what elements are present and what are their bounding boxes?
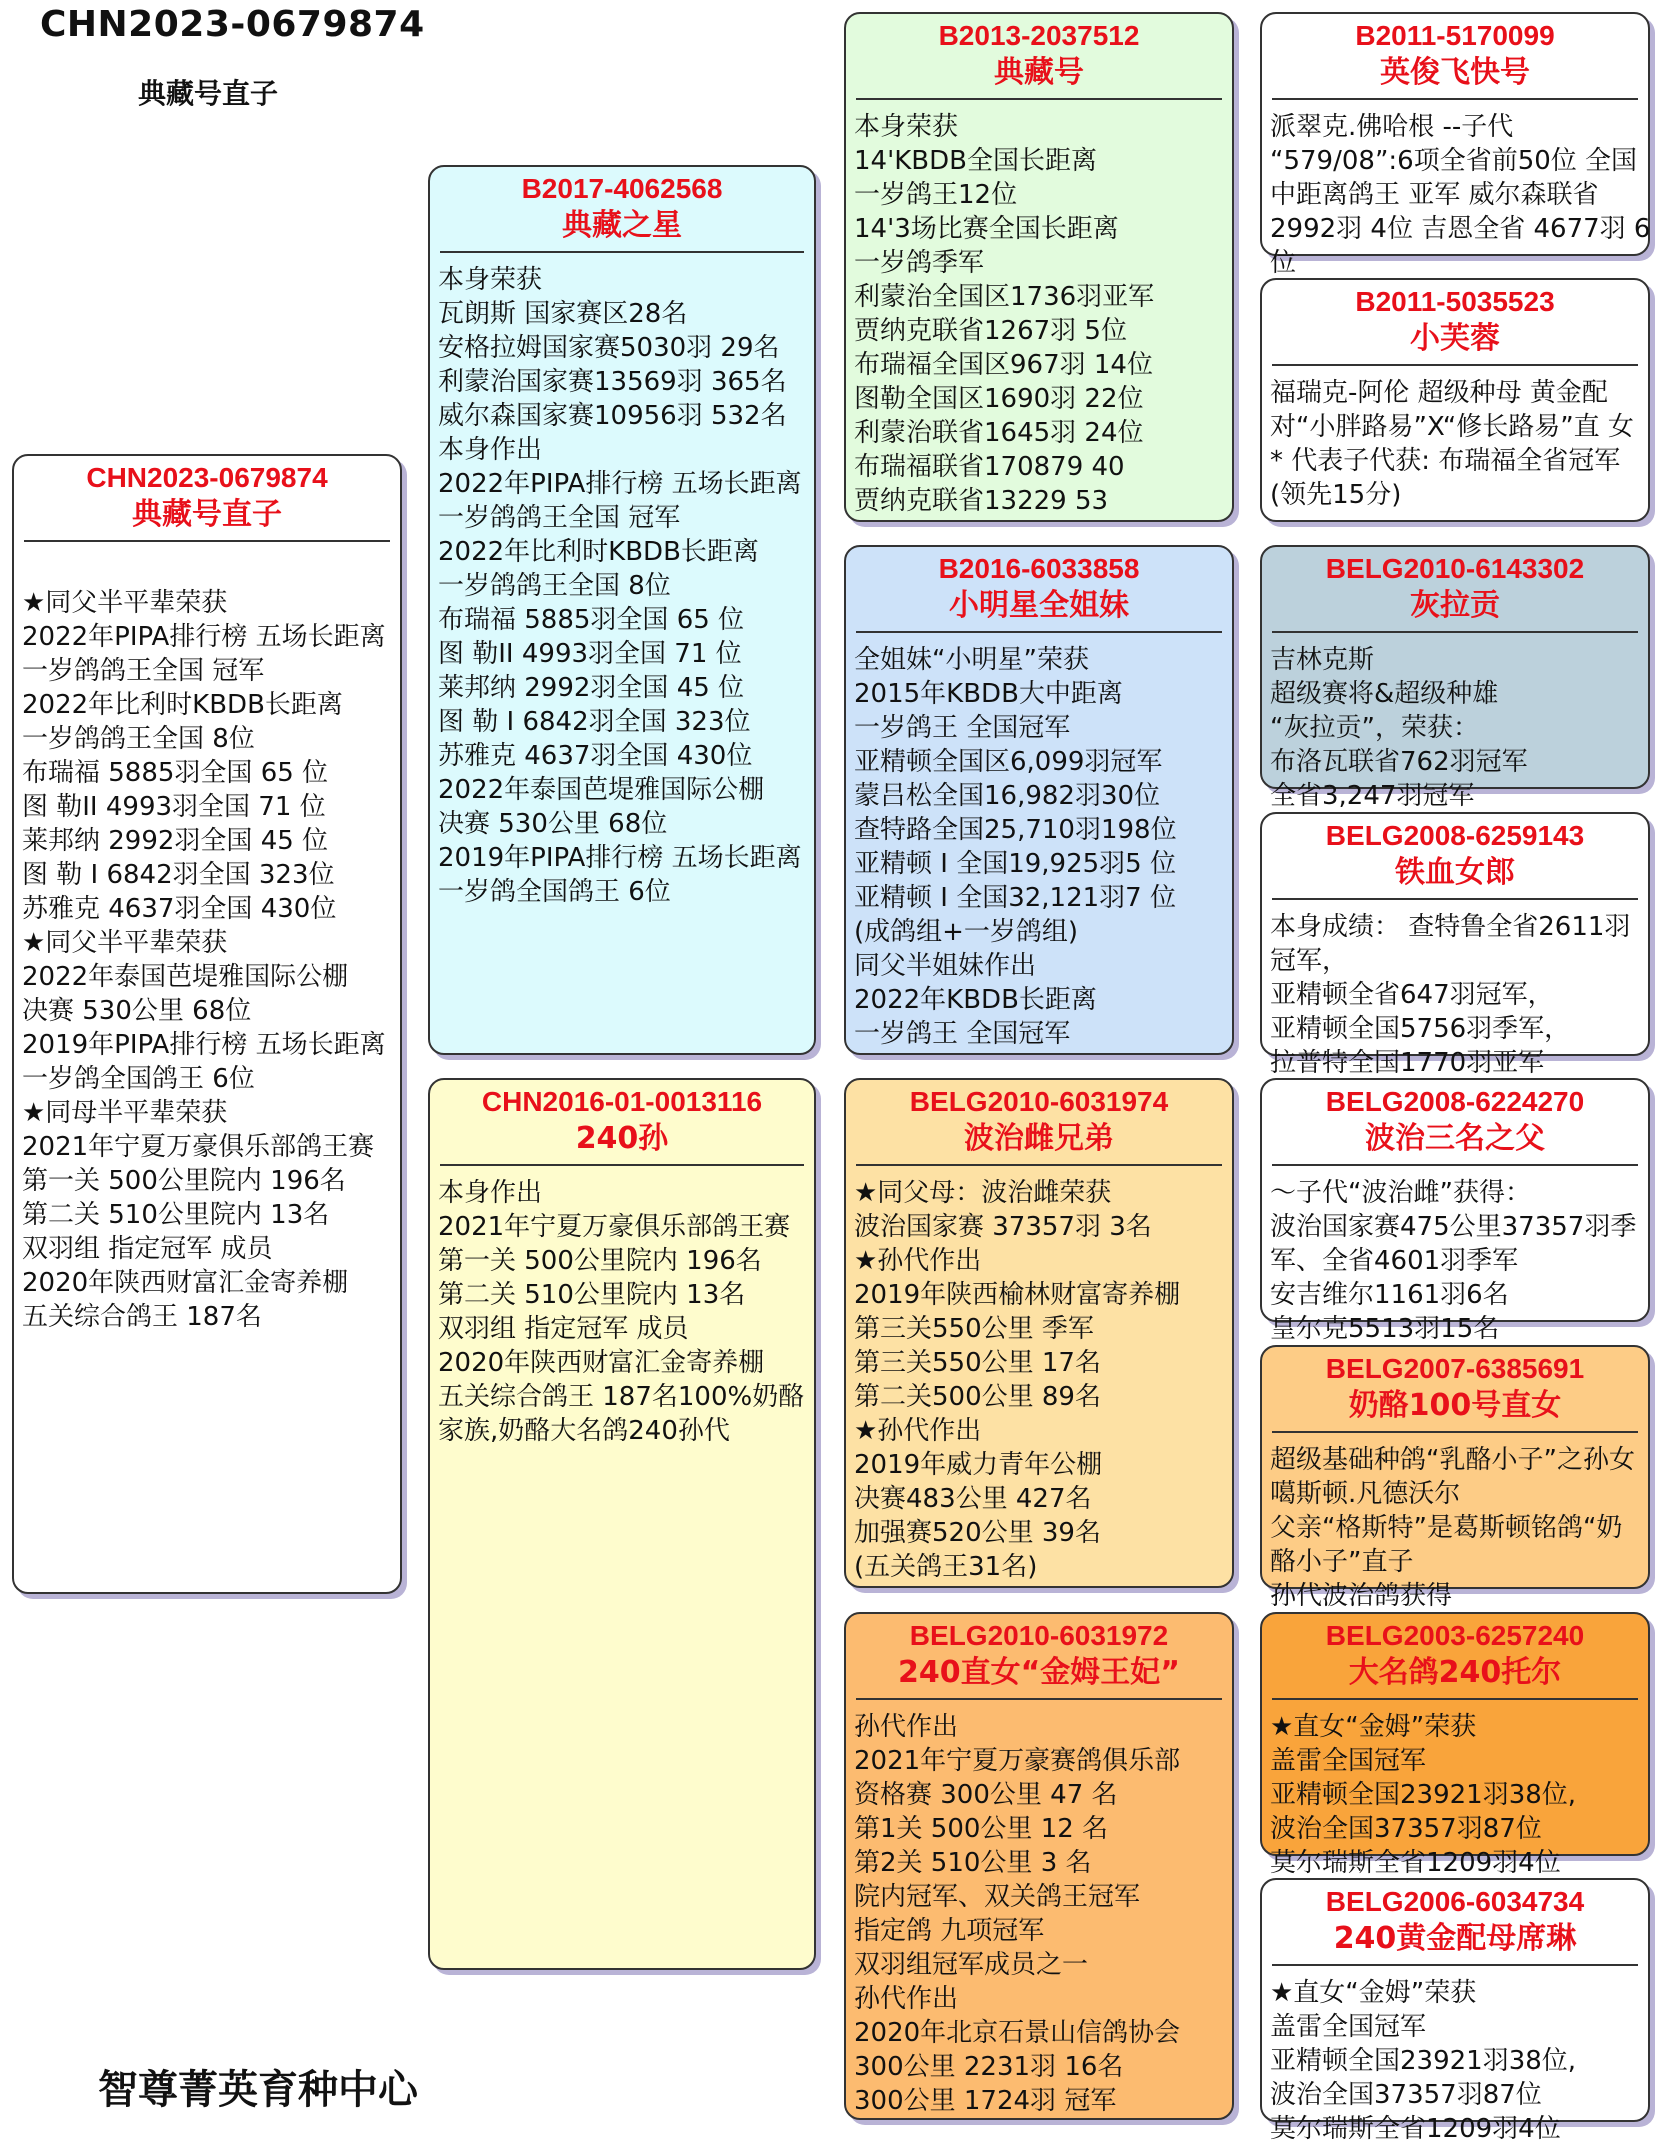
achievements-list: [430, 1176, 814, 1448]
achievement-line: 300公里 2231羽 16名: [854, 2052, 1124, 2082]
achievement-line: 亚精顿全省647羽冠军，: [1270, 980, 1554, 1010]
achievement-line: (成鸽组+一岁鸽组): [854, 917, 1079, 947]
pedigree-card-subject: [12, 454, 402, 1594]
achievement-line: 本身荣获: [438, 265, 543, 295]
card-header: [1262, 1347, 1648, 1425]
achievements-list: [846, 110, 1232, 518]
card-header: [846, 1080, 1232, 1158]
achievement-line: 亚精顿 I 全国32,121羽7 位: [854, 883, 1176, 913]
header-divider: [856, 98, 1222, 100]
achievement-line: 噶斯顿.凡德沃尔: [1270, 1479, 1461, 1509]
card-header: [430, 1080, 814, 1158]
achievement-line: 2019年PIPA排行榜 五场长距离: [438, 843, 802, 873]
achievement-line: 查特路全国25,710羽198位: [854, 815, 1177, 845]
card-header: [1262, 814, 1648, 892]
achievement-line: 2022年泰国芭堤雅国际公棚: [438, 775, 765, 805]
achievement-line: 本身成绩： 查特鲁全省2611羽: [1270, 912, 1631, 942]
achievement-line: 决赛 530公里 68位: [438, 809, 668, 839]
achievement-line: 父亲“格斯特”是葛斯顿铭鸽“奶: [1270, 1513, 1623, 1543]
achievement-line: 波治全国37357羽87位: [1270, 2080, 1542, 2110]
pedigree-card-ds-sire: [1260, 1078, 1650, 1344]
achievement-line: 加强赛520公里 39名: [854, 1518, 1101, 1548]
achievement-line: 莫尔瑞斯全省1209羽4位: [1270, 2114, 1561, 2144]
achievement-line: 2992羽 4位 吉恩全省 4677羽 6: [1270, 214, 1651, 244]
achievement-line: 利蒙治联省1645羽 24位: [854, 418, 1144, 448]
achievement-line: 本身作出: [438, 435, 543, 465]
header-divider: [24, 540, 390, 542]
card-header: [14, 456, 400, 534]
achievement-line: 拉普特全国1770羽亚军: [1270, 1048, 1545, 1078]
pedigree-card-dam-dam: [844, 1612, 1234, 2120]
achievement-line: 安吉维尔1161羽6名: [1270, 1280, 1509, 1310]
achievement-line: 莫尔瑞斯全省1209羽4位: [1270, 1848, 1561, 1878]
achievement-line: 军、全省4601羽季军: [1270, 1246, 1519, 1276]
achievement-line: ★同父半平辈荣获: [22, 588, 228, 618]
header-divider: [1272, 364, 1638, 366]
achievement-line: 苏雅克 4637羽全国 430位: [438, 741, 753, 771]
achievement-line: 波治全国37357羽87位: [1270, 1814, 1542, 1844]
achievements-list: [14, 552, 400, 1334]
ring-number: BELG2008-6224270: [1325, 1086, 1585, 1117]
pedigree-card-dam-sire: [844, 1078, 1234, 1588]
pedigree-card-sire-dam: [844, 545, 1234, 1055]
achievements-list: [1262, 376, 1648, 512]
achievement-line: 盖雷全国冠军: [1270, 1746, 1427, 1776]
card-header: [846, 547, 1232, 625]
achievement-line: 派翠克.佛哈根 --子代: [1270, 112, 1514, 142]
achievement-line: 一岁鸽鸽王全国 8位: [22, 724, 255, 754]
achievement-line: 布瑞福全国区967羽 14位: [854, 350, 1153, 380]
achievements-list: [430, 263, 814, 909]
achievement-line: 全省3,247羽冠军: [1270, 781, 1475, 811]
achievement-line: 位: [1270, 248, 1297, 278]
page-title: CHN2023-0679874: [40, 4, 425, 45]
achievements-list: [846, 1710, 1232, 2118]
achievements-list: [1262, 1976, 1648, 2146]
achievement-line: 莱邦纳 2992羽全国 45 位: [438, 673, 745, 703]
achievement-line: 本身作出: [438, 1178, 543, 1208]
achievement-line: 超级基础种鸽“乳酪小子”之孙女: [1270, 1445, 1635, 1475]
achievement-line: “灰拉贡”，荣获：: [1270, 713, 1479, 743]
achievement-line: 2020年北京石景山信鸽协会: [854, 2018, 1181, 2048]
ring-number: BELG2010-6031972: [909, 1620, 1169, 1651]
header-divider: [1272, 1698, 1638, 1700]
achievement-line: 波治国家赛475公里37357羽季: [1270, 1212, 1637, 1242]
achievement-line: 双羽组 指定冠军 成员: [22, 1234, 273, 1264]
achievement-line: 瓦朗斯 国家赛区28名: [438, 299, 688, 329]
pedigree-card-ds-dam: [1260, 1345, 1650, 1611]
achievement-line: 图勒全国区1690羽 22位: [854, 384, 1144, 414]
header-divider: [1272, 631, 1638, 633]
pigeon-name: 奶酪100号直女: [1348, 1388, 1562, 1423]
header-divider: [1272, 98, 1638, 100]
achievement-line: 一岁鸽王 全国冠军: [854, 713, 1071, 743]
achievement-line: 亚精顿全国5756羽季军，: [1270, 1014, 1571, 1044]
header-divider: [1272, 1164, 1638, 1166]
achievement-line: [22, 552, 394, 586]
achievement-line: 决赛483公里 427名: [854, 1484, 1092, 1514]
achievement-line: 第一关 500公里院内 196名: [438, 1246, 762, 1276]
achievement-line: 冠军，: [1270, 946, 1349, 976]
achievement-line: 2021年宁夏万豪俱乐部鸽王赛: [22, 1132, 375, 1162]
achievement-line: 第三关550公里 17名: [854, 1348, 1101, 1378]
achievement-line: (五关鸽王31名): [854, 1552, 1038, 1582]
achievement-line: 布洛瓦联省762羽冠军: [1270, 747, 1528, 777]
pigeon-name: 小明星全姐妹: [949, 588, 1129, 623]
achievement-line: 2021年宁夏万豪赛鸽俱乐部: [854, 1746, 1181, 1776]
achievement-line: 中距离鸽王 亚军 威尔森联省: [1270, 180, 1599, 210]
achievement-line: 一岁鸽季军: [854, 248, 985, 278]
achievements-list: [846, 1176, 1232, 1584]
achievement-line: 院内冠军、双关鸽王冠军: [854, 1882, 1141, 1912]
achievement-line: 一岁鸽全国鸽王 6位: [22, 1064, 255, 1094]
header-divider: [1272, 1431, 1638, 1433]
pigeon-name: 典藏之星: [562, 208, 682, 243]
pedigree-card-sire-sire: [844, 12, 1234, 522]
achievement-line: 2019年陕西榆林财富寄养棚: [854, 1280, 1181, 1310]
card-header: [1262, 280, 1648, 358]
achievement-line: 亚精顿全国23921羽38位,: [1270, 1780, 1577, 1810]
ring-number: B2011-5035523: [1355, 286, 1555, 317]
achievement-line: 2022年泰国芭堤雅国际公棚: [22, 962, 349, 992]
achievement-line: 亚精顿 I 全国19,925羽5 位: [854, 849, 1176, 879]
ring-number: B2017-4062568: [521, 173, 723, 204]
achievement-line: 指定鸽 九项冠军: [854, 1916, 1045, 1946]
achievement-line: 图 勒 I 6842羽全国 323位: [22, 860, 335, 890]
pedigree-card-ss-sire: [1260, 12, 1651, 278]
card-header: [846, 1614, 1232, 1692]
achievement-line: 第三关550公里 季军: [854, 1314, 1094, 1344]
achievement-line: “579/08”:6项全省前50位 全国: [1270, 146, 1638, 176]
achievement-line: 图 勒 I 6842羽全国 323位: [438, 707, 751, 737]
pigeon-name: 240黄金配母席琳: [1333, 1921, 1577, 1956]
achievement-line: 亚精顿全国23921羽38位,: [1270, 2046, 1577, 2076]
achievement-line: 一岁鸽王12位: [854, 180, 1018, 210]
achievement-line: 同父半姐妹作出: [854, 951, 1037, 981]
achievement-line: 布瑞福联省170879 40: [854, 452, 1125, 482]
ring-number: BELG2003-6257240: [1325, 1620, 1585, 1651]
ring-number: CHN2023-0679874: [86, 462, 328, 493]
achievement-line: ～子代“波治雌”获得：: [1270, 1178, 1531, 1208]
header-divider: [1272, 1964, 1638, 1966]
achievement-line: 孙代作出: [854, 1712, 959, 1742]
achievement-line: 孙代作出: [854, 1984, 959, 2014]
achievement-line: 苏雅克 4637羽全国 430位: [22, 894, 337, 924]
header-divider: [440, 251, 804, 253]
pigeon-name: 灰拉贡: [1410, 588, 1500, 623]
achievement-line: ★直女“金姆”荣获: [1270, 1712, 1477, 1742]
achievement-line: 第二关500公里 89名: [854, 1382, 1101, 1412]
achievement-line: 300公里 1724羽 冠军: [854, 2086, 1117, 2116]
achievement-line: 一岁鸽王 全国冠军: [854, 1019, 1071, 1049]
achievement-line: 资格赛 300公里 47 名: [854, 1780, 1118, 1810]
achievement-line: 布瑞福 5885羽全国 65 位: [22, 758, 329, 788]
achievement-line: 图 勒II 4993羽全国 71 位: [22, 792, 326, 822]
breeding-center-name: 智尊菁英育种中心: [98, 2067, 418, 2113]
pedigree-card-ss-dam: [1260, 278, 1650, 522]
achievement-line: 2022年比利时KBDB长距离: [438, 537, 759, 567]
page-subtitle: 典藏号直子: [138, 77, 279, 110]
achievement-line: 超级赛将&超级种雄: [1270, 679, 1499, 709]
achievement-line: * 代表子代获: 布瑞福全省冠军: [1270, 446, 1621, 476]
ring-number: BELG2010-6143302: [1325, 553, 1585, 584]
achievement-line: 五关综合鸽王 187名: [22, 1302, 262, 1332]
card-header: [846, 14, 1232, 92]
achievement-line: 利蒙治国家赛13569羽 365名: [438, 367, 787, 397]
achievement-line: 第2关 510公里 3 名: [854, 1848, 1092, 1878]
pigeon-name: 铁血女郎: [1395, 855, 1515, 890]
card-header: [1262, 1880, 1648, 1958]
achievement-line: 福瑞克-阿伦 超级种母 黄金配: [1270, 378, 1608, 408]
achievement-line: 布瑞福 5885羽全国 65 位: [438, 605, 745, 635]
achievement-line: 盖雷全国冠军: [1270, 2012, 1427, 2042]
achievement-line: ★同父半平辈荣获: [22, 928, 228, 958]
achievements-list: [1262, 643, 1648, 813]
achievement-line: 皇尔克5513羽15名: [1270, 1314, 1500, 1344]
header-divider: [1272, 898, 1638, 900]
pigeon-name: 典藏号: [994, 55, 1084, 90]
card-header: [1262, 1080, 1648, 1158]
achievement-line: 决赛 530公里 68位: [22, 996, 252, 1026]
achievement-line: 酪小子”直子: [1270, 1547, 1414, 1577]
pigeon-name: 小芙蓉: [1410, 321, 1500, 356]
achievement-line: 波治国家赛 37357羽 3名: [854, 1212, 1152, 1242]
achievement-line: ★直女“金姆”荣获: [1270, 1978, 1477, 2008]
ring-number: BELG2007-6385691: [1325, 1353, 1585, 1384]
achievement-line: 莱邦纳 2992羽全国 45 位: [22, 826, 329, 856]
achievement-line: 双羽组 指定冠军 成员: [438, 1314, 689, 1344]
achievement-line: 第1关 500公里 12 名: [854, 1814, 1109, 1844]
achievement-line: 第一关 500公里院内 196名: [22, 1166, 346, 1196]
card-header: [1262, 14, 1648, 92]
achievement-line: 一岁鸽鸽王全国 8位: [438, 571, 671, 601]
ring-number: CHN2016-01-0013116: [481, 1086, 763, 1117]
pedigree-card-sd-sire: [1260, 545, 1650, 811]
pedigree-card-dam: [428, 1078, 816, 1970]
achievement-line: 2021年宁夏万豪俱乐部鸽王赛: [438, 1212, 791, 1242]
achievements-list: [1262, 1443, 1648, 1613]
ring-number: BELG2006-6034734: [1325, 1886, 1585, 1917]
ring-number: B2016-6033858: [938, 553, 1140, 584]
achievement-line: 全姐妹“小明星”荣获: [854, 645, 1089, 675]
ring-number: BELG2008-6259143: [1325, 820, 1585, 851]
achievement-line: 2022年KBDB长距离: [854, 985, 1097, 1015]
achievement-line: 14'KBDB全国长距离: [854, 146, 1097, 176]
achievement-line: 2022年PIPA排行榜 五场长距离: [438, 469, 802, 499]
pedigree-card-sire: [428, 165, 816, 1055]
card-header: [1262, 547, 1648, 625]
pigeon-name: 240直女“金姆王妃”: [897, 1655, 1181, 1690]
achievement-line: 对“小胖路易”X“修长路易”直 女: [1270, 412, 1634, 442]
pigeon-name: 典藏号直子: [132, 497, 282, 532]
achievement-line: 一岁鸽鸽王全国 冠军: [438, 503, 681, 533]
achievement-line: 图 勒II 4993羽全国 71 位: [438, 639, 742, 669]
achievements-list: [1262, 1710, 1648, 1880]
achievement-line: 贾纳克联省13229 53: [854, 486, 1109, 516]
header-divider: [856, 1698, 1222, 1700]
achievement-line: ★同母半平辈荣获: [22, 1098, 228, 1128]
achievement-line: ★孙代作出: [854, 1246, 982, 1276]
achievement-line: 2020年陕西财富汇金寄养棚: [438, 1348, 765, 1378]
achievement-line: 第二关 510公里院内 13名: [22, 1200, 330, 1230]
achievement-line: 双羽组冠军成员之一: [854, 1950, 1089, 1980]
achievement-line: 蒙吕松全国16,982羽30位: [854, 781, 1161, 811]
achievement-line: 一岁鸽全国鸽王 6位: [438, 877, 671, 907]
header-divider: [440, 1164, 804, 1166]
pedigree-card-dd-dam: [1260, 1878, 1650, 2144]
achievement-line: 2020年陕西财富汇金寄养棚: [22, 1268, 349, 1298]
achievement-line: 一岁鸽鸽王全国 冠军: [22, 656, 265, 686]
achievement-line: 家族,奶酪大名鸽240孙代: [438, 1416, 730, 1446]
ring-number: BELG2010-6031974: [909, 1086, 1169, 1117]
achievement-line: 孙代波治鸽获得: [1270, 1581, 1453, 1611]
ring-number: B2011-5170099: [1355, 20, 1555, 51]
achievement-line: (领先15分): [1270, 480, 1402, 510]
pedigree-card-sd-dam: [1260, 812, 1650, 1078]
achievement-line: 2015年KBDB大中距离: [854, 679, 1123, 709]
achievement-line: 利蒙治全国区1736羽亚军: [854, 282, 1155, 312]
achievement-line: 2022年PIPA排行榜 五场长距离: [22, 622, 386, 652]
pigeon-name: 波治雌兄弟: [964, 1121, 1114, 1156]
achievement-line: 14'3场比赛全国长距离: [854, 214, 1119, 244]
header-divider: [856, 1164, 1222, 1166]
ring-number: B2013-2037512: [938, 20, 1140, 51]
pigeon-name: 英俊飞快号: [1380, 55, 1530, 90]
achievement-line: 本身荣获: [854, 112, 959, 142]
achievement-line: ★孙代作出: [854, 1416, 982, 1446]
card-header: [430, 167, 814, 245]
achievement-line: 贾纳克联省1267羽 5位: [854, 316, 1127, 346]
achievements-list: [846, 643, 1232, 1051]
achievement-line: ★同父母：波治雌荣获: [854, 1178, 1112, 1208]
card-header: [1262, 1614, 1648, 1692]
achievements-list: [1262, 910, 1648, 1080]
achievement-line: 2019年PIPA排行榜 五场长距离: [22, 1030, 386, 1060]
pigeon-name: 240孙: [575, 1121, 669, 1156]
achievements-list: [1262, 110, 1651, 280]
achievement-line: 2019年威力青年公棚: [854, 1450, 1103, 1480]
pedigree-card-dd-sire: [1260, 1612, 1650, 1878]
achievement-line: 安格拉姆国家赛5030羽 29名: [438, 333, 780, 363]
achievements-list: [1262, 1176, 1648, 1346]
achievement-line: 亚精顿全国区6,099羽冠军: [854, 747, 1163, 777]
header-divider: [856, 631, 1222, 633]
pigeon-name: 大名鸽240托尔: [1348, 1655, 1562, 1690]
achievement-line: 吉林克斯: [1270, 645, 1375, 675]
pigeon-name: 波治三名之父: [1365, 1121, 1545, 1156]
achievement-line: 2022年比利时KBDB长距离: [22, 690, 343, 720]
achievement-line: 第二关 510公里院内 13名: [438, 1280, 746, 1310]
achievement-line: 五关综合鸽王 187名100%奶酪: [438, 1382, 805, 1412]
achievement-line: 威尔森国家赛10956羽 532名: [438, 401, 787, 431]
